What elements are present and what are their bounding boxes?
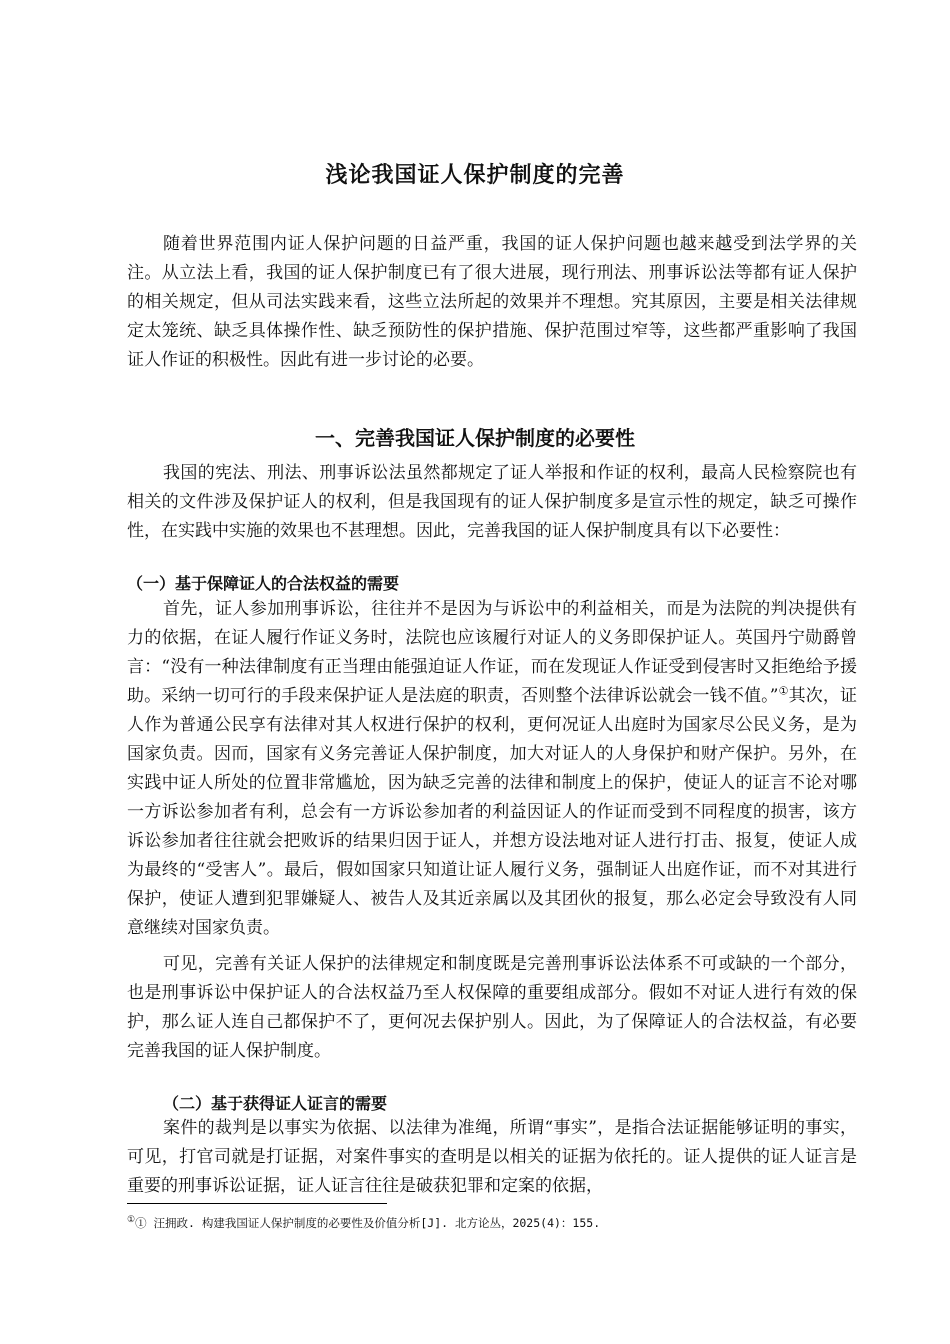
section1-paragraph: 我国的宪法、刑法、刑事诉讼法虽然都规定了证人举报和作证的权利，最高人民检察院也有相关的文件涉及保护证人的权利，但是我国现有的证人保护制度多是宣示性的规定，缺乏可操作性，在实践中实施的效果也不甚理想。因此，完善我国的证人保护制度具有以下必要性：: [127, 463, 857, 541]
subsection1-paragraph-1: [127, 595, 857, 943]
footnote-divider: [127, 1203, 387, 1204]
intro-paragraph: 随着世界范围内证人保护问题的日益严重，我国的证人保护问题也越来越受到法学界的关注。从立法上看，我国的证人保护制度已有了很大进展，现行刑法、刑事诉讼法等都有证人保护的相关规定，但从司法实践来看，这些立法所起的效果并不理想。究其原因，主要是相关法律规定太笼统、缺乏具体操作性、缺乏预防性的保护措施、保护范围过窄等，这些都严重影响了我国证人作证的积极性。因此有进一步讨论的必要。: [127, 234, 857, 370]
document-title: 浅论我国证人保护制度的完善: [325, 163, 625, 188]
footnote-text: ① 汪拥政. 构建我国证人保护制度的必要性及价值分析[J]. 北方论丛，2025(4)：155.: [135, 1215, 601, 1230]
section-heading-necessity: 一、完善我国证人保护制度的必要性: [315, 426, 635, 450]
subsection2-paragraph: 案件的裁判是以事实为依据、以法律为准绳，所谓“事实”，是指合法证据能够证明的事实，可见，打官司就是打证据，对案件事实的查明是以相关的证据为依托的。证人提供的证人证言是重要的刑事诉讼证据，证人证言往往是破获犯罪和定案的依据，: [127, 1118, 857, 1196]
subsection-heading-testimony: （二）基于获得证人证言的需要: [163, 1094, 388, 1113]
paragraph-text-part2: 其次，证人作为普通公民享有法律对其人权进行保护的权利，更何况证人出庭时为国家尽公民义务，是为国家负责。因而，国家有义务完善证人保护制度，加大对证人的人身保护和财产保护。另外，在实践中证人所处的位置非常尴尬，因为缺乏完善的法律和制度上的保护，使证人的证言不论对哪一方诉讼参加者有利，总会有一方诉讼参加者的利益因证人的作证而受到不同程度的损害，该方诉讼参加者往往就会把败诉的结果归因于证人，并想方设法地对证人进行打击、报复，使证人成为最终的“受害人”。最后，假如国家只知道让证人履行义务，强制证人出庭作证，而不对其进行保护，使证人遭到犯罪嫌疑人、被告人及其近亲属以及其团伙的报复，那么必定会导致没有人同意继续对国家负责。: [127, 686, 857, 938]
footnote: [127, 1211, 857, 1232]
footnote-superscript: ①: [127, 1215, 136, 1225]
subsection1-paragraph-2: 可见，完善有关证人保护的法律规定和制度既是完善刑事诉讼法体系不可或缺的一个部分，也是刑事诉讼中保护证人的合法权益乃至人权保障的重要组成部分。假如不对证人进行有效的保护，那么证人连自己都保护不了，更何况去保护别人。因此，为了保障证人的合法权益，有必要完善我国的证人保护制度。: [127, 954, 857, 1061]
footnote-reference: ①: [778, 684, 789, 698]
paragraph-text-part1: 首先，证人参加刑事诉讼，往往并不是因为与诉讼中的利益相关，而是为法院的判决提供有力的依据，在证人履行作证义务时，法院也应该履行对证人的义务即保护证人。英国丹宁勋爵曾言：“没有一种法律制度有正当理由能强迫证人作证，而在发现证人作证受到侵害时又拒绝给予援助。采纳一切可行的手段来保护证人是法庭的职责，否则整个法律诉讼就会一钱不值。”: [127, 599, 857, 706]
subsection-heading-rights: （一）基于保障证人的合法权益的需要: [127, 574, 400, 593]
